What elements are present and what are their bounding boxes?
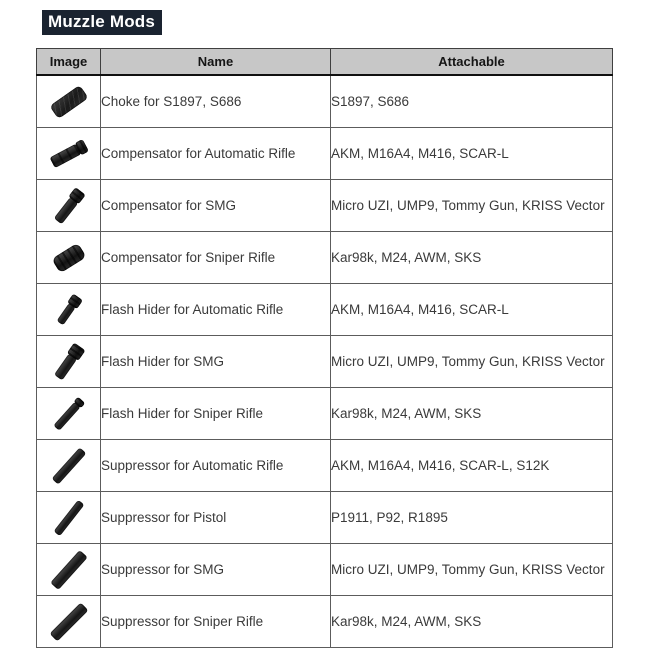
mod-name: Compensator for Automatic Rifle [101,128,331,180]
compensator-smg-image [43,181,95,231]
table-row [37,440,613,492]
column-header-image: Image [37,49,101,76]
column-header-name: Name [101,49,331,76]
table-row [37,388,613,440]
suppressor-smg-image [43,545,95,595]
mod-name: Suppressor for Automatic Rifle [101,440,331,492]
mod-name: Flash Hider for SMG [101,336,331,388]
table-row [37,128,613,180]
page-title: Muzzle Mods [42,10,162,35]
table-row [37,75,613,128]
flash-hider-smg-image [43,337,95,387]
muzzle-mods-table [36,48,613,648]
table-row [37,492,613,544]
mod-attachable: Kar98k, M24, AWM, SKS [331,596,613,648]
table-row [37,284,613,336]
mod-name: Suppressor for SMG [101,544,331,596]
column-header-attachable: Attachable [331,49,613,76]
compensator-sniper-image [43,233,95,283]
mod-attachable: AKM, M16A4, M416, SCAR-L [331,284,613,336]
table-row [37,336,613,388]
mod-attachable: Micro UZI, UMP9, Tommy Gun, KRISS Vector [331,336,613,388]
table-row [37,180,613,232]
mod-name: Suppressor for Sniper Rifle [101,596,331,648]
mod-attachable: Kar98k, M24, AWM, SKS [331,232,613,284]
mod-attachable: Micro UZI, UMP9, Tommy Gun, KRISS Vector [331,180,613,232]
flash-hider-ar-image [43,285,95,335]
mod-attachable: S1897, S686 [331,75,613,128]
mod-name: Choke for S1897, S686 [101,75,331,128]
mod-attachable: AKM, M16A4, M416, SCAR-L, S12K [331,440,613,492]
choke-image [43,77,95,127]
mod-name: Compensator for Sniper Rifle [101,232,331,284]
suppressor-ar-image [43,441,95,491]
mod-name: Flash Hider for Automatic Rifle [101,284,331,336]
mod-attachable: P1911, P92, R1895 [331,492,613,544]
table-row [37,232,613,284]
suppressor-sniper-image [43,597,95,647]
compensator-ar-image [43,129,95,179]
table-row [37,544,613,596]
mod-attachable: Micro UZI, UMP9, Tommy Gun, KRISS Vector [331,544,613,596]
mod-attachable: AKM, M16A4, M416, SCAR-L [331,128,613,180]
suppressor-pistol-image [43,493,95,543]
mod-attachable: Kar98k, M24, AWM, SKS [331,388,613,440]
mod-name: Flash Hider for Sniper Rifle [101,388,331,440]
table-row [37,596,613,648]
mod-name: Compensator for SMG [101,180,331,232]
table-header-row [37,49,613,76]
flash-hider-sniper-image [43,389,95,439]
mod-name: Suppressor for Pistol [101,492,331,544]
